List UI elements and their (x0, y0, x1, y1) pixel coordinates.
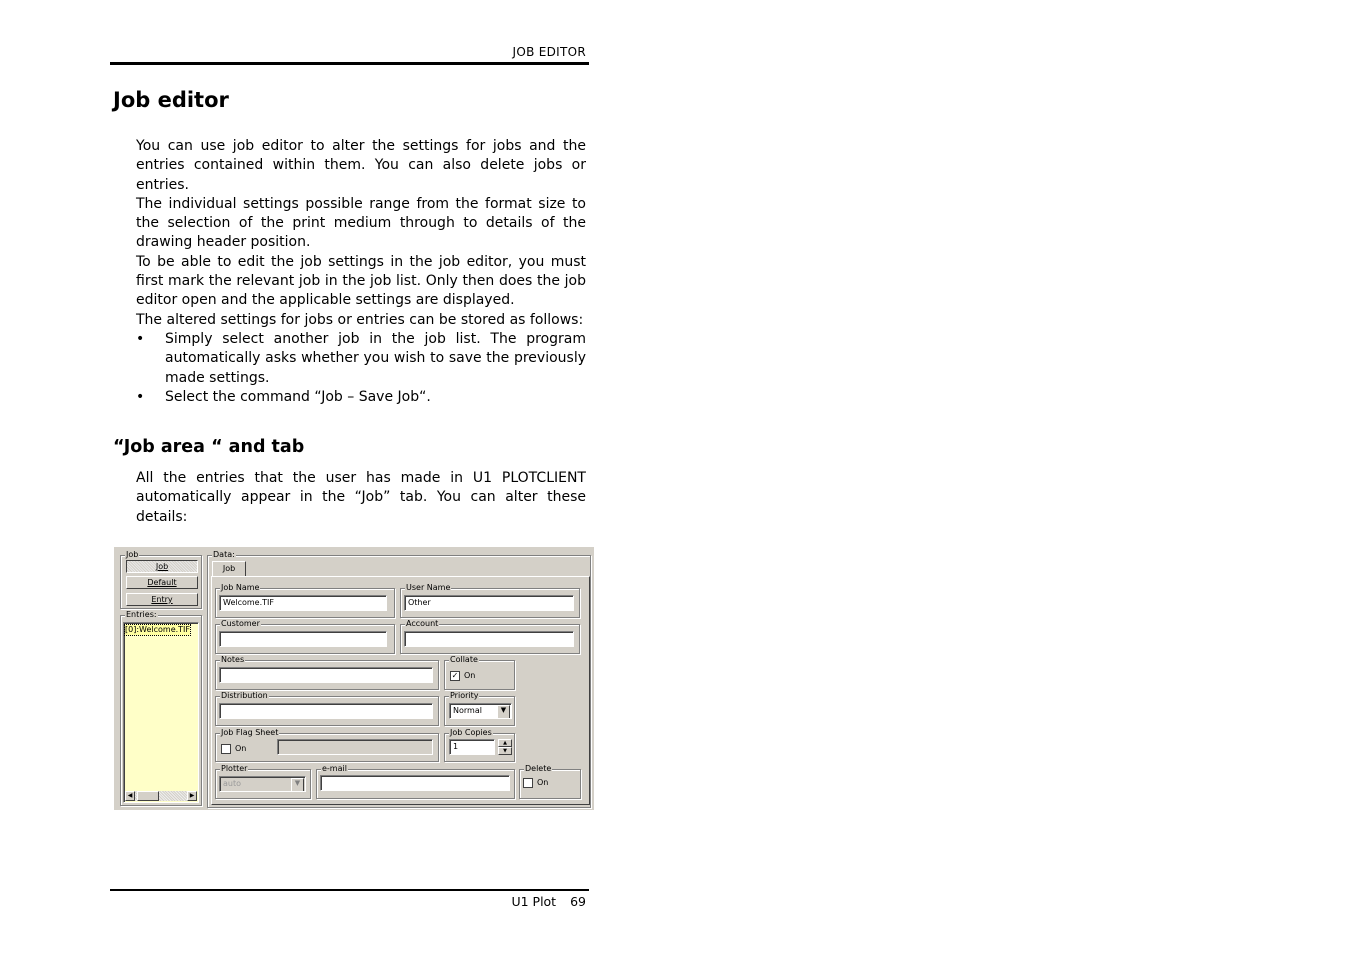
page-number: 69 (570, 894, 586, 909)
flag-sheet-checkbox[interactable] (221, 744, 231, 754)
chevron-down-icon: ▼ (291, 778, 304, 792)
bullet-icon: • (136, 330, 145, 347)
tab-job[interactable]: Job (212, 561, 246, 577)
delete-on-label: On (537, 778, 549, 787)
header-label: JOB EDITOR (512, 45, 586, 59)
delete-checkbox[interactable] (523, 778, 533, 788)
check-icon: ✓ (451, 671, 459, 680)
customer-field[interactable] (219, 631, 387, 647)
entries-group-title: Entries: (126, 610, 157, 619)
save-options-list (136, 330, 586, 407)
job-name-label: Job Name (221, 583, 260, 592)
list-item (136, 388, 586, 407)
footer (110, 894, 586, 909)
delete-label: Delete (525, 764, 552, 773)
job-name-field[interactable]: Welcome.TIF (219, 595, 387, 611)
intro-paragraph-1: You can use job editor to alter the settings for jobs and the entries contained within them. You can also delete jobs or entries. (136, 138, 586, 193)
distribution-field[interactable] (219, 703, 433, 719)
job-editor-screenshot (114, 547, 594, 810)
customer-label: Customer (221, 619, 260, 628)
job-group-title: Job (126, 550, 139, 559)
chevron-down-icon[interactable]: ▼ (497, 705, 510, 719)
distribution-label: Distribution (221, 691, 268, 700)
spin-down-icon[interactable]: ▼ (498, 747, 512, 755)
default-button[interactable]: Default (126, 576, 198, 589)
account-label: Account (406, 619, 439, 628)
collate-on-label: On (464, 671, 476, 680)
section-title: “Job area “ and tab (113, 437, 305, 457)
spin-up-icon[interactable]: ▲ (498, 739, 512, 747)
bullet-text: Select the command “Job – Save Job“. (165, 388, 431, 405)
scroll-right-icon[interactable]: ▶ (187, 791, 197, 801)
user-name-field[interactable]: Other (404, 595, 574, 611)
bullet-icon: • (136, 388, 145, 405)
priority-label: Priority (450, 691, 479, 700)
collate-label: Collate (450, 655, 478, 664)
job-copies-label: Job Copies (450, 728, 492, 737)
data-group-title: Data: (213, 550, 235, 559)
scroll-thumb[interactable] (137, 791, 159, 801)
intro-paragraph-2: The individual settings possible range from the format size to the selection of the print medium through to details of the drawing header position. (136, 195, 586, 251)
header-rule (110, 62, 589, 65)
entries-list[interactable] (123, 622, 199, 803)
job-copies-field[interactable]: 1 (449, 739, 495, 755)
priority-value: Normal (453, 706, 482, 715)
notes-field[interactable] (219, 667, 433, 683)
collate-checkbox[interactable] (450, 671, 460, 681)
flag-sheet-label: Job Flag Sheet (221, 728, 279, 737)
job-button[interactable]: Job (126, 560, 198, 573)
notes-label: Notes (221, 655, 245, 664)
section-text (136, 469, 586, 527)
section-paragraph: All the entries that the user has made in U1 PLOTCLIENT automatically appear in the “Job” tab. You can alter these details: (136, 470, 586, 525)
scroll-left-icon[interactable]: ◀ (125, 791, 135, 801)
page-title: Job editor (113, 88, 229, 112)
intro-text (136, 137, 586, 407)
list-item[interactable]: [0]:Welcome.TIF (125, 625, 191, 634)
bullet-text: Simply select another job in the job list. The program automatically asks whether you wish to save the previously made settings. (165, 330, 586, 386)
list-item (136, 330, 586, 388)
plotter-value: auto (223, 779, 242, 788)
plotter-select (219, 776, 306, 792)
entry-button[interactable]: Entry (126, 593, 198, 606)
email-field[interactable] (320, 775, 510, 791)
flag-sheet-field (277, 739, 433, 755)
user-name-label: User Name (406, 583, 451, 592)
entries-scrollbar[interactable] (125, 791, 197, 801)
intro-paragraph-4: The altered settings for jobs or entries can be stored as follows: (136, 311, 584, 328)
email-label: e-mail (322, 764, 347, 773)
intro-paragraph-3: To be able to edit the job settings in the job editor, you must first mark the relevant job in the job list. Only then does the job editor open and the applicable settings are displayed. (136, 253, 586, 309)
flag-sheet-on-label: On (235, 744, 247, 753)
footer-product: U1 Plot (511, 894, 557, 909)
account-field[interactable] (404, 631, 574, 647)
priority-select[interactable] (449, 703, 512, 719)
plotter-label: Plotter (221, 764, 248, 773)
footer-rule (110, 889, 589, 891)
